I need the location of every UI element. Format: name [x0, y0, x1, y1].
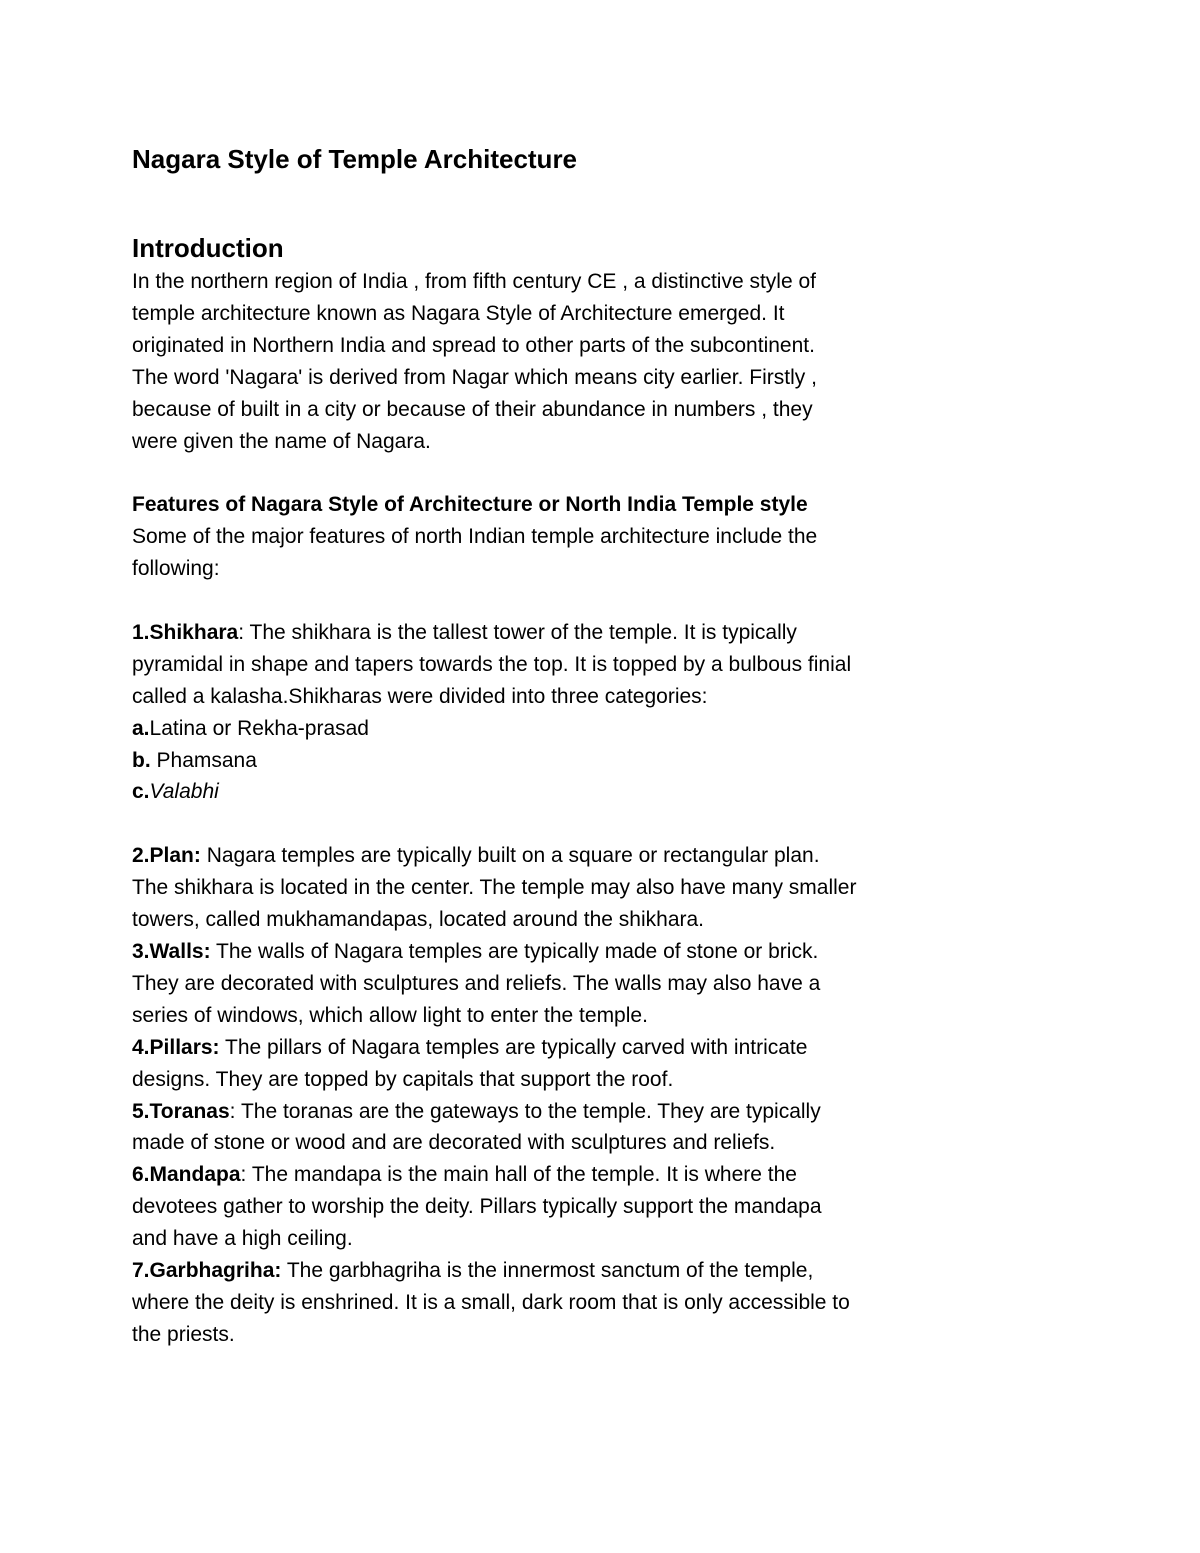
feature-line: called a kalasha.Shikharas were divided into three categories:: [132, 684, 708, 708]
feature-label: 6.Mandapa: [132, 1163, 241, 1187]
intro-line: The word 'Nagara' is derived from Nagar which means city earlier. Firstly ,: [132, 365, 817, 389]
intro-line: originated in Northern India and spread to other parts of the subcontinent.: [132, 333, 815, 357]
category-marker: b.: [132, 748, 151, 772]
shikhara-category: [132, 776, 982, 808]
feature-mandapa: [132, 1159, 982, 1255]
feature-label: 4.Pillars:: [132, 1035, 220, 1059]
feature-line: [132, 1032, 982, 1064]
feature-line: [132, 1159, 982, 1191]
feature-text: : The shikhara is the tallest tower of the temple. It is typically: [238, 620, 797, 644]
category-text: Latina or Rekha-prasad: [149, 716, 369, 740]
feature-line: [132, 1255, 982, 1287]
feature-line: [132, 617, 982, 649]
intro-line: because of built in a city or because of their abundance in numbers , they: [132, 397, 813, 421]
feature-plan: [132, 840, 982, 936]
feature-line: and have a high ceiling.: [132, 1227, 353, 1251]
feature-label: 1.Shikhara: [132, 620, 239, 644]
intro-line: temple architecture known as Nagara Style of Architecture emerged. It: [132, 301, 785, 325]
feature-line: devotees gather to worship the deity. Pillars typically support the mandapa: [132, 1195, 822, 1219]
features-intro-line: following:: [132, 557, 220, 581]
feature-shikhara: [132, 617, 982, 808]
feature-text: The pillars of Nagara temples are typically carved with intricate: [219, 1035, 808, 1059]
intro-line: In the northern region of India , from fifth century CE , a distinctive style of: [132, 270, 816, 293]
feature-label: 7.Garbhagriha:: [132, 1259, 282, 1283]
feature-line: [132, 936, 982, 968]
introduction-heading: Introduction: [132, 233, 284, 263]
introduction-paragraph: [132, 266, 982, 457]
feature-line: the priests.: [132, 1322, 235, 1346]
feature-text: The garbhagriha is the innermost sanctum of the temple,: [281, 1259, 814, 1283]
category-marker: a.: [132, 716, 150, 740]
feature-label: 2.Plan:: [132, 844, 201, 868]
document-title: Nagara Style of Temple Architecture: [132, 144, 578, 174]
feature-line: where the deity is enshrined. It is a small, dark room that is only accessible to: [132, 1290, 850, 1314]
document-body: [132, 140, 982, 1351]
feature-line: made of stone or wood and are decorated with sculptures and reliefs.: [132, 1131, 776, 1155]
features-heading: Features of Nagara Style of Architecture or North India Temple style: [132, 493, 808, 517]
feature-text: Nagara temples are typically built on a square or rectangular plan.: [200, 844, 820, 868]
feature-line: designs. They are topped by capitals that support the roof.: [132, 1067, 674, 1091]
feature-text: : The toranas are the gateways to the temple. They are typically: [229, 1099, 821, 1123]
category-text: Valabhi: [149, 780, 219, 804]
features-intro-line: Some of the major features of north Indian temple architecture include the: [132, 525, 818, 549]
feature-toranas: [132, 1096, 982, 1160]
features-intro-paragraph: [132, 521, 982, 585]
feature-text: : The mandapa is the main hall of the temple. It is where the: [240, 1163, 797, 1187]
shikhara-category: [132, 713, 982, 745]
feature-line: series of windows, which allow light to enter the temple.: [132, 1003, 648, 1027]
feature-label: 5.Toranas: [132, 1099, 230, 1123]
feature-line: [132, 840, 982, 872]
features-list: [132, 840, 982, 1351]
feature-line: The shikhara is located in the center. The temple may also have many smaller: [132, 876, 857, 900]
feature-garbhagriha: [132, 1255, 982, 1351]
feature-walls: [132, 936, 982, 1032]
feature-line: towers, called mukhamandapas, located around the shikhara.: [132, 908, 705, 932]
shikhara-category: [132, 745, 982, 777]
feature-text: The walls of Nagara temples are typically made of stone or brick.: [210, 939, 819, 963]
feature-line: They are decorated with sculptures and reliefs. The walls may also have a: [132, 971, 821, 995]
feature-line: pyramidal in shape and tapers towards the top. It is topped by a bulbous finial: [132, 652, 852, 676]
category-text: Phamsana: [150, 748, 257, 772]
intro-line: were given the name of Nagara.: [132, 429, 431, 453]
category-marker: c.: [132, 780, 150, 804]
feature-label: 3.Walls:: [132, 939, 211, 963]
feature-line: [132, 1096, 982, 1128]
feature-pillars: [132, 1032, 982, 1096]
